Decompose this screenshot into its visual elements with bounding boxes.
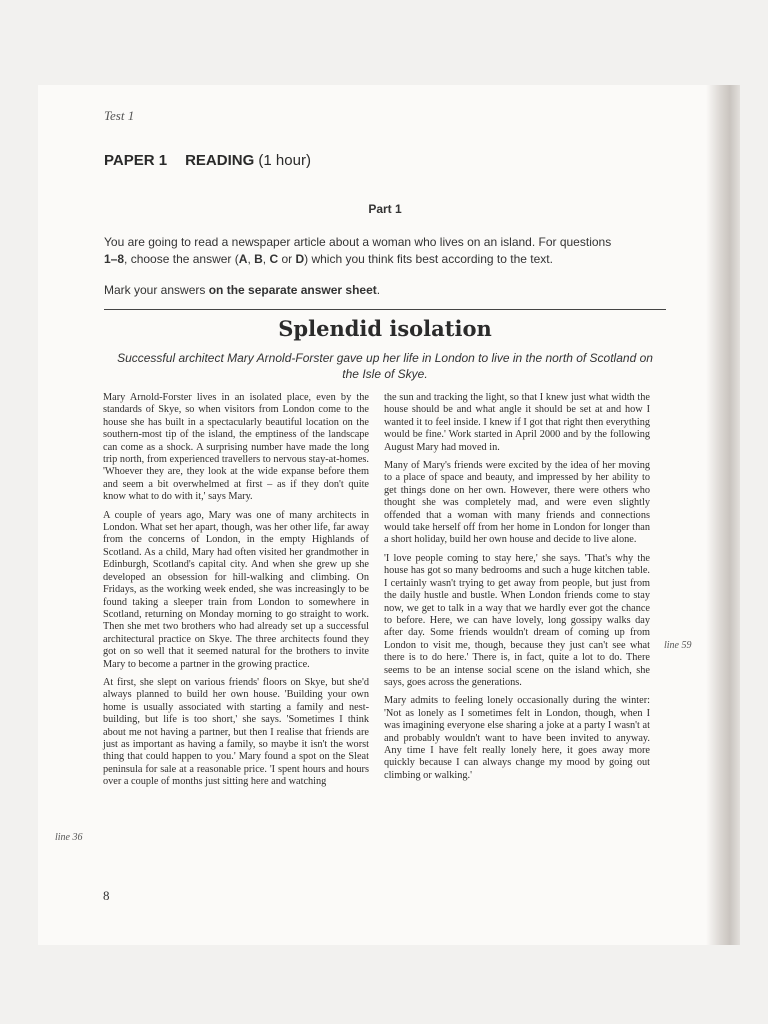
line-marker-right: line 59 [664, 640, 692, 651]
article-column-left [103, 392, 369, 795]
page-number: 8 [103, 888, 110, 903]
book-spine-shadow [706, 85, 740, 945]
instructions-line-1: You are going to read a newspaper article about a woman who lives on an island. For questions [104, 235, 612, 249]
paragraph: Mary admits to feeling lonely occasionally during the winter: 'Not as lonely as I sometimes felt in London, though, when I was imagining everyone else sharing a joke at a party I wasn't at and probably wouldn't want to have been invited to anyway. Any time I have felt really lonely here, it goes away more quickly because I can always change my mood by going out climbing or walking.' [384, 695, 650, 781]
paragraph: 'I love people coming to stay here,' she says. 'That's why the house has got so many bedrooms and such a huge kitchen table. I certainly wasn't trying to get away from people, but just from the daily hustle and bustle. When London friends come to stay now, we get to talk in a way that we hardly ever got the chance to before. Here, we can have lovely, long gossipy walks day after day. Some friends wouldn't dream of coming up from London to visit me, though, because they just can't see what there is to do here.' There is, in fact, quite a lot to do. There seems to be an intense social scene on the island which, she says, goes across the generations. [384, 552, 650, 688]
running-head: Test 1 [104, 108, 135, 123]
answer-sheet-instruction: Mark your answers on the separate answer sheet. [104, 283, 381, 297]
section-name: READING [185, 152, 255, 169]
line-marker-left: line 36 [55, 832, 83, 843]
paper-title [104, 152, 311, 169]
article-column-right [384, 392, 650, 788]
article-standfirst: Successful architect Mary Arnold-Forster gave up her life in London to live in the north of Scotland on the Isle of Skye. [117, 351, 653, 381]
paper-number: PAPER 1 [104, 152, 168, 169]
paragraph: Mary Arnold-Forster lives in an isolated place, even by the standards of Skye, so when visitors from London come to the house she has built in a spectacularly beautiful location on the southern-most tip of the island, the emptiness of the landscape can come as a shock. A surprising number have made the long trip north, from experienced travellers to nervous stay-at-homes. 'Whoever they are, they look at the wide expanse before them and seem a bit overwhelmed at first – as if they don't quite know what to do with it,' says Mary. [103, 392, 369, 503]
paragraph: A couple of years ago, Mary was one of many architects in London. What set her apart, though, was her other life, far away from the concerns of London, in the empty Highlands of Scotland. As a child, Mary had often visited her grandmother in Edinburgh, Scotland's capital city. And when she grew up she developed an obsession for hill-walking and climbing. On Fridays, as the working week ended, she was increasingly to be found taking a sleeper train from London to somewhere in Scotland, returning on Monday morning to go straight to work. Then she met two brothers who had already set up a successful architectural practice on Skye. The three architects found they got on so well that it seemed natural for the brothers to invite Mary to become a partner in the growing practice. [103, 509, 369, 670]
paragraph: the sun and tracking the light, so that I knew just what width the house should be and what angle it should be set at and how I wanted it to feel inside. I knew if I got that right then everything would be fine.' Work started in April 2000 and by the following August Mary had moved in. [384, 392, 650, 453]
paragraph: At first, she slept on various friends' floors on Skye, but she'd always planned to build her own house. 'Building your own home is usually associated with starting a family and nest-building, but life is too short,' she says. 'Sometimes I think about me not having a partner, but then I realise that friends are just as important as having a family, so maybe it isn't the worst thing that could happen to you.' Mary found a spot on the Sleat peninsula for sale at a reasonable price. 'I spent hours and hours over a couple of months just sitting here and watching [103, 676, 369, 788]
instructions [104, 234, 674, 299]
instructions-line-2: 1–8, choose the answer (A, B, C or D) which you think fits best according to the text. [104, 252, 553, 266]
part-label: Part 1 [368, 202, 402, 216]
paragraph: Many of Mary's friends were excited by the idea of her moving to a place of space and beauty, and impressed by her ability to get things done on her own. However, there were others who thought she was completely mad, and were even slightly offended that a woman with many friends and connections would take herself off from her home in London for longer than a short holiday, build her own house and decide to live alone. [384, 460, 650, 546]
duration: (1 hour) [258, 152, 311, 169]
article-title: Splendid isolation [278, 316, 492, 341]
divider [104, 309, 666, 310]
